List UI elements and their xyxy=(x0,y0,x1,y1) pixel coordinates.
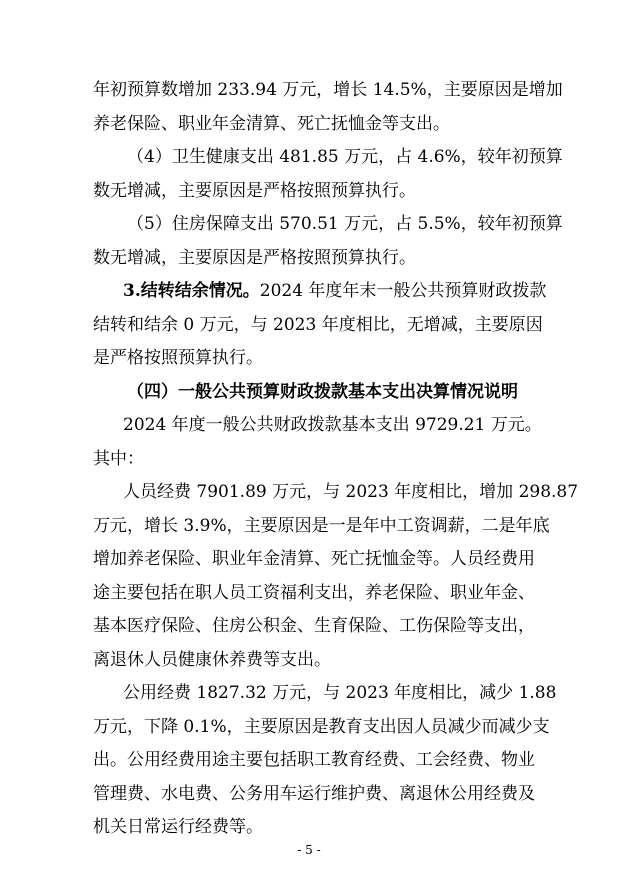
paragraph-line: 数无增减，主要原因是严格按照预算执行。 xyxy=(93,180,416,201)
paragraph-line: 公用经费 1827.32 万元，与 2023 年度相比，减少 1.88 xyxy=(123,683,557,703)
paragraph-line: 途主要包括在职人员工资福利支出，养老保险、职业年金、 xyxy=(93,582,535,603)
paragraph-line-with-heading xyxy=(123,280,547,302)
paragraph-line: 数无增减，主要原因是严格按照预算执行。 xyxy=(93,247,416,268)
section-heading: （四）一般公共预算财政拨款基本支出决算情况说明 xyxy=(127,381,518,402)
section-heading-inline: 3.结转结余情况。 xyxy=(123,281,260,301)
paragraph-line: 是严格按照预算执行。 xyxy=(93,348,263,368)
paragraph-line: （4）卫生健康支出 481.85 万元，占 4.6%，较年初预算 xyxy=(127,147,563,167)
paragraph-line: 增加养老保险、职业年金清算、死亡抚恤金等。人员经费用 xyxy=(93,549,535,569)
page-number: - 5 - xyxy=(297,843,321,857)
paragraph-line: 年初预算数增加 233.94 万元，增长 14.5%，主要原因是增加 xyxy=(93,80,563,100)
paragraph-line: 出。公用经费用途主要包括职工教育经费、工会经费、物业 xyxy=(93,750,535,770)
paragraph-line: 万元，增长 3.9%，主要原因是一是年中工资调薪，二是年底 xyxy=(93,515,550,536)
paragraph-line: 机关日常运行经费等。 xyxy=(93,817,263,837)
paragraph-line: 基本医疗保险、住房公积金、生育保险、工伤保险等支出， xyxy=(93,616,535,636)
paragraph-line: 2024 年度一般公共财政拨款基本支出 9729.21 万元。 xyxy=(123,415,542,435)
paragraph-line: 管理费、水电费、公务用车运行维护费、离退休公用经费及 xyxy=(93,783,535,804)
paragraph-line: （5）住房保障支出 570.51 万元，占 5.5%，较年初预算 xyxy=(127,214,563,234)
paragraph-line: 结转和结余 0 万元，与 2023 年度相比，无增减，主要原因 xyxy=(93,314,543,335)
paragraph-line: 离退休人员健康休养费等支出。 xyxy=(93,649,331,670)
paragraph-text: 2024 年度年末一般公共预算财政拨款 xyxy=(259,281,547,301)
paragraph-line: 人员经费 7901.89 万元，与 2023 年度相比，增加 298.87 xyxy=(123,482,579,502)
paragraph-line: 其中： xyxy=(93,448,144,469)
paragraph-line: 养老保险、职业年金清算、死亡抚恤金等支出。 xyxy=(93,113,450,134)
paragraph-line: 万元，下降 0.1%，主要原因是教育支出因人员减少而减少支 xyxy=(93,716,550,737)
